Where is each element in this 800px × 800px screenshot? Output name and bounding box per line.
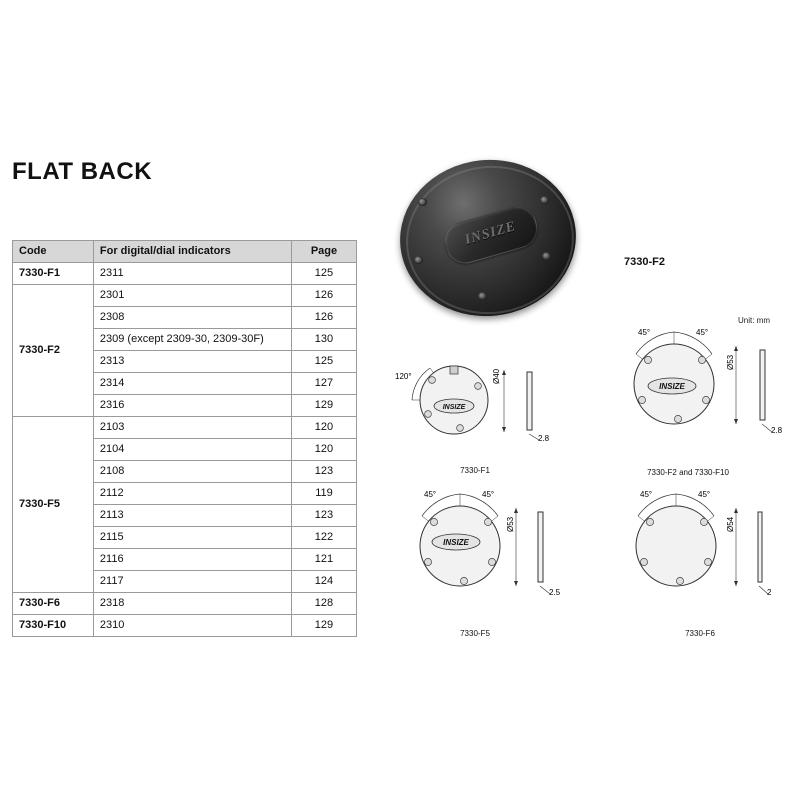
cell-page: 124	[291, 571, 356, 593]
column-header-code: Code	[13, 241, 94, 263]
cell-page: 123	[291, 461, 356, 483]
dimension-angle-left-f2: 45°	[638, 328, 651, 337]
cell-indicator: 2108	[93, 461, 291, 483]
cell-page: 119	[291, 483, 356, 505]
screw-hole-icon	[478, 292, 487, 300]
dimension-thickness-f5: 2.5	[549, 588, 561, 597]
cell-indicator: 2104	[93, 439, 291, 461]
drawing-f2-svg	[608, 320, 798, 460]
cell-indicator: 2117	[93, 571, 291, 593]
cell-page: 120	[291, 439, 356, 461]
unit-label: Unit: mm	[738, 316, 770, 325]
table-head	[13, 241, 357, 263]
dimension-angle-left-f5: 45°	[424, 490, 437, 499]
dimension-diameter-f5: Ø53	[506, 516, 515, 532]
cell-page: 127	[291, 373, 356, 395]
cell-indicator: 2103	[93, 417, 291, 439]
drawing-7330-f1	[392, 348, 572, 458]
cell-page: 123	[291, 505, 356, 527]
cell-page: 129	[291, 615, 356, 637]
svg-text:INSIZE: INSIZE	[442, 404, 466, 411]
cell-page: 121	[291, 549, 356, 571]
dimension-thickness-f2: 2.8	[771, 426, 783, 435]
cell-page: 120	[291, 417, 356, 439]
cell-indicator: 2115	[93, 527, 291, 549]
column-header-indicators: For digital/dial indicators	[93, 241, 291, 263]
cell-indicator: 2314	[93, 373, 291, 395]
cell-indicator: 2116	[93, 549, 291, 571]
table-row	[13, 263, 357, 285]
dimension-diameter-f2: Ø53	[726, 354, 735, 370]
cell-page: 122	[291, 527, 356, 549]
screw-hole-icon	[418, 198, 427, 206]
drawing-f5-svg	[392, 480, 582, 620]
drawing-caption-f5: 7330-F5	[460, 629, 490, 638]
drawing-caption-f1: 7330-F1	[460, 466, 490, 475]
cell-page: 128	[291, 593, 356, 615]
dimension-angle-left-f1: 120°	[395, 372, 412, 381]
cell-code: 7330-F5	[13, 417, 94, 593]
cell-indicator: 2309 (except 2309-30, 2309-30F)	[93, 329, 291, 351]
cell-indicator: 2318	[93, 593, 291, 615]
svg-text:INSIZE: INSIZE	[659, 382, 685, 391]
cell-page: 129	[291, 395, 356, 417]
drawing-7330-f5	[392, 480, 582, 620]
cell-indicator: 2311	[93, 263, 291, 285]
dimension-angle-right-f5: 45°	[482, 490, 495, 499]
dimension-angle-right-f6: 45°	[698, 490, 711, 499]
cell-indicator: 2310	[93, 615, 291, 637]
dimension-thickness-f1: 2.8	[538, 434, 550, 443]
cell-indicator: 2113	[93, 505, 291, 527]
drawing-7330-f2-f10	[608, 320, 798, 460]
table-body	[13, 263, 357, 637]
product-photo	[392, 152, 592, 324]
cell-page: 126	[291, 307, 356, 329]
cell-indicator: 2112	[93, 483, 291, 505]
drawing-7330-f6	[608, 480, 798, 620]
dimension-angle-left-f6: 45°	[640, 490, 653, 499]
cell-code: 7330-F1	[13, 263, 94, 285]
cell-indicator: 2301	[93, 285, 291, 307]
cell-code: 7330-F2	[13, 285, 94, 417]
dimension-diameter-f6: Ø54	[726, 516, 735, 532]
svg-text:INSIZE: INSIZE	[443, 538, 469, 547]
drawing-caption-f6: 7330-F6	[685, 629, 715, 638]
table-row	[13, 615, 357, 637]
drawing-caption-f2-f10: 7330-F2 and 7330-F10	[647, 468, 729, 477]
page-title: FLAT BACK	[12, 158, 153, 185]
cell-indicator: 2316	[93, 395, 291, 417]
specification-table	[12, 240, 357, 637]
cell-code: 7330-F10	[13, 615, 94, 637]
cell-code: 7330-F6	[13, 593, 94, 615]
table-row	[13, 593, 357, 615]
cell-page: 125	[291, 263, 356, 285]
drawing-f6-svg	[608, 480, 798, 620]
cell-indicator: 2308	[93, 307, 291, 329]
cell-indicator: 2313	[93, 351, 291, 373]
cell-page: 130	[291, 329, 356, 351]
screw-hole-icon	[542, 252, 551, 260]
table-header-row	[13, 241, 357, 263]
column-header-page: Page	[291, 241, 356, 263]
screw-hole-icon	[540, 196, 549, 204]
cell-page: 126	[291, 285, 356, 307]
screw-hole-icon	[414, 256, 423, 264]
photo-caption: 7330-F2	[624, 256, 665, 268]
table-row	[13, 417, 357, 439]
brand-logo-text: INSIZE	[463, 219, 518, 249]
cell-page: 125	[291, 351, 356, 373]
dimension-diameter-f1: Ø40	[492, 368, 501, 384]
dimension-angle-right-f2: 45°	[696, 328, 709, 337]
table-row	[13, 285, 357, 307]
dimension-thickness-f6: 2	[767, 588, 772, 597]
